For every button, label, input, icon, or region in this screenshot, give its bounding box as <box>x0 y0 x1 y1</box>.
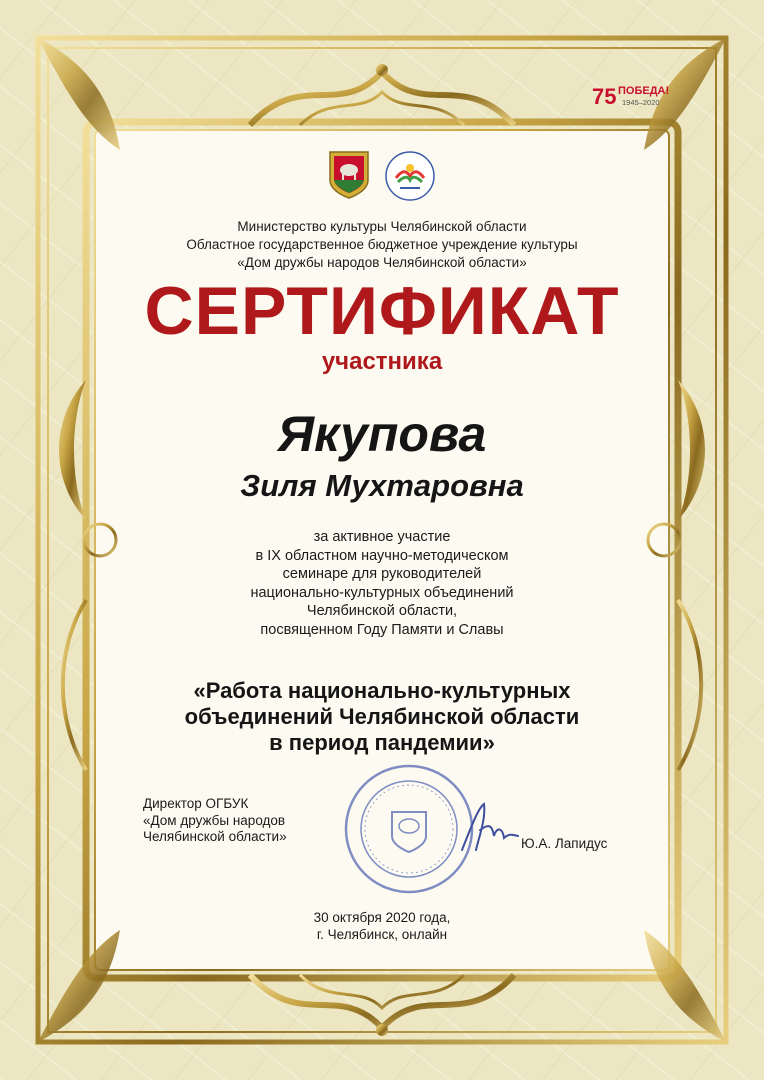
award-reason <box>0 528 764 639</box>
topic-line: в период пандемии» <box>269 730 495 755</box>
house-of-friendship-logo-icon <box>384 150 436 202</box>
badge-years: 1945–2020 <box>622 98 660 107</box>
victory-75-badge <box>592 84 678 112</box>
topic-line: «Работа национально-культурных <box>193 678 571 703</box>
event-place: г. Челябинск, онлайн <box>316 927 448 942</box>
reason-line: национально-культурных объединений <box>250 584 514 601</box>
topic-line: объединений Челябинской области <box>184 704 580 729</box>
reason-line: посвященном Году Памяти и Славы <box>260 621 504 638</box>
reason-line: за активное участие <box>313 529 451 545</box>
recipient-surname: Якупова <box>277 406 487 462</box>
badge-word: ПОБЕДА! <box>618 85 670 97</box>
date-and-place <box>0 909 764 943</box>
recipient-name: Зиля Мухтаровна <box>240 468 524 503</box>
event-date: 30 октября 2020 года, <box>313 910 451 925</box>
position-line: Директор ОГБУК <box>143 796 249 811</box>
seminar-topic <box>0 678 764 756</box>
certificate-subtitle: участника <box>321 348 443 375</box>
position-line: «Дом дружбы народов <box>143 812 286 828</box>
signature-icon <box>456 800 522 856</box>
ministry-line: Министерство культуры Челябинской области <box>237 219 527 234</box>
reason-line: Челябинской области, <box>306 603 458 619</box>
chelyabinsk-coat-of-arms-icon <box>328 150 370 200</box>
director-position <box>143 796 287 846</box>
ministry-line: Областное государственное бюджетное учреждение культуры <box>186 237 578 252</box>
ministry-header <box>0 218 764 272</box>
certificate-title: СЕРТИФИКАТ <box>144 273 620 349</box>
signer-name: Ю.А. Лапидус <box>521 836 608 851</box>
reason-line: семинаре для руководителей <box>282 566 482 582</box>
badge-number: 75 <box>592 84 617 109</box>
ministry-line: «Дом дружбы народов Челябинской области» <box>237 255 527 270</box>
reason-line: в IX областном научно-методическом <box>255 547 509 564</box>
position-line: Челябинской области» <box>143 829 287 844</box>
